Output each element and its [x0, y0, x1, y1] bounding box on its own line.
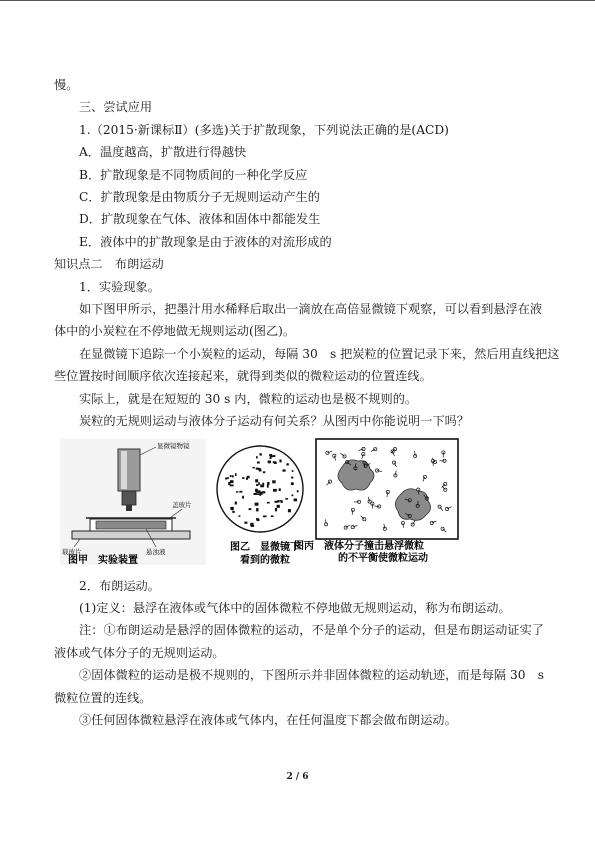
particle: [269, 454, 272, 456]
label-objective: 显微镜物镜: [157, 441, 190, 450]
particle: [260, 484, 264, 487]
particle: [249, 508, 252, 510]
particle: [239, 490, 242, 492]
option-d: D．扩散现象在气体、液体和固体中都能发生: [79, 212, 321, 227]
text-line: 炭粒的无规则运动与液体分子运动有何关系？从图丙中你能说明一下吗？: [79, 414, 469, 429]
particle: [285, 498, 288, 500]
particle: [252, 466, 255, 468]
molecule-collision-figure: [292, 437, 484, 565]
particle: [228, 482, 230, 485]
subheading-brownian: 2．布朗运动。: [79, 578, 160, 593]
note-2: ②固体微粒的运动是极不规则的，下图所示并非固体微粒的运动轨迹，而是每隔 30 s 微粒位置的连线。: [54, 668, 544, 705]
particle: [260, 453, 262, 455]
particle: [273, 455, 276, 457]
text-line: 体中的小炭粒在不停地做无规则运动(图乙)。: [54, 324, 296, 339]
particle: [279, 488, 281, 491]
section-heading: 三、尝试应用: [79, 100, 153, 115]
particle: [267, 484, 269, 487]
particle: [235, 473, 237, 476]
particle: [232, 510, 234, 512]
particle: [258, 482, 260, 485]
option-b: B．扩散现象是不同物质间的一种化学反应: [79, 167, 308, 182]
particle: [279, 459, 281, 462]
note-1: 注：①布朗运动是悬浮的固体微粒的运动，不是单个分子的运动，但是布朗运动证实了液体或气体分子的无规则运动。: [54, 623, 544, 660]
particle: [256, 484, 258, 486]
particle: [263, 471, 265, 473]
caption-figure-b-2: 看到的微粒: [240, 554, 290, 565]
particle: [267, 501, 270, 503]
particle: [273, 488, 277, 491]
microscope-setup-figure: [60, 439, 206, 565]
option-e: E．液体中的扩散现象是由于液体的对流形成的: [79, 234, 332, 249]
label-glass-slide: 载玻片: [62, 547, 82, 556]
particle: [262, 491, 265, 493]
particle: [259, 469, 262, 471]
particle: [231, 506, 234, 509]
document-page: [54, 74, 560, 731]
text-line: 如下图甲所示，把墨汁用水稀释后取出一滴放在高倍显微镜下观察，可以看到悬浮在液: [79, 302, 543, 317]
text-line: 些位置按时间顺序依次连接起来，就得到类似的微粒运动的位置连线。: [54, 369, 432, 384]
particle: [238, 515, 240, 517]
particle: [227, 477, 229, 479]
caption-figure-a: 图甲 实验装置: [68, 554, 138, 565]
particle: [230, 475, 232, 477]
particle: [272, 480, 275, 483]
label-suspension: 悬浊液: [146, 547, 166, 556]
particle: [242, 495, 244, 498]
particle: [263, 515, 267, 517]
text-line: 在显微镜下追踪一个小炭粒的运动，每隔 30 s 把炭粒的位置记录下来，然后用直线把这: [79, 346, 560, 361]
particle: [257, 490, 261, 493]
subheading-experiment: 1．实验现象。: [79, 279, 160, 294]
brownian-figure: [54, 437, 544, 567]
particle: [277, 500, 279, 502]
text-line: 实际上，就是在短短的 30 s 内，微粒的运动也是极不规则的。: [79, 391, 418, 406]
particle: [254, 493, 257, 495]
particle: [256, 456, 258, 458]
particle: [255, 502, 259, 505]
particle: [244, 521, 247, 523]
particle: [277, 504, 280, 507]
particle: [255, 479, 258, 482]
particle: [270, 457, 272, 459]
top-rule: [0, 0, 595, 1]
page-number: 2 / 6: [286, 772, 309, 782]
particle: [275, 508, 277, 511]
knowledge-point-heading: 知识点二 布朗运动: [54, 257, 164, 272]
particle: [283, 469, 286, 471]
particle: [256, 508, 258, 511]
particle: [268, 460, 271, 463]
particle: [242, 477, 244, 479]
option-c: C．扩散现象是由物质分子无规则运动产生的: [79, 190, 320, 205]
option-a: A．温度越高，扩散进行得越快: [79, 145, 247, 160]
particle: [288, 509, 291, 512]
text-line: 慢。: [54, 78, 79, 92]
caption-figure-c-1: 图丙 液体分子撞击悬浮微粒: [294, 540, 424, 552]
particle: [247, 475, 250, 478]
note-3: ③任何固体微粒悬浮在液体或气体内，在任何温度下都会做布朗运动。: [79, 712, 457, 727]
caption-figure-c-2: 的不平衡使微粒运动: [338, 552, 428, 564]
caption-figure-b-1: 图乙 显微镜下: [230, 541, 300, 553]
particle: [286, 463, 288, 465]
particle: [232, 475, 234, 477]
particle: [236, 491, 238, 492]
particle: [250, 522, 253, 525]
particle: [280, 500, 283, 501]
particle: [256, 518, 259, 520]
particle: [257, 461, 260, 463]
definition: (1)定义：悬浮在液体或气体中的固体微粒不停地做无规则运动，称为布朗运动。: [79, 600, 511, 615]
particle: [273, 461, 276, 463]
particle: [271, 515, 274, 517]
particle: [225, 477, 227, 479]
label-cover-slip: 盖玻片: [172, 500, 192, 509]
particle: [235, 501, 237, 504]
question-stem: 1.（2015·新课标Ⅱ）(多选)关于扩散现象，下列说法正确的是(ACD): [79, 122, 449, 137]
